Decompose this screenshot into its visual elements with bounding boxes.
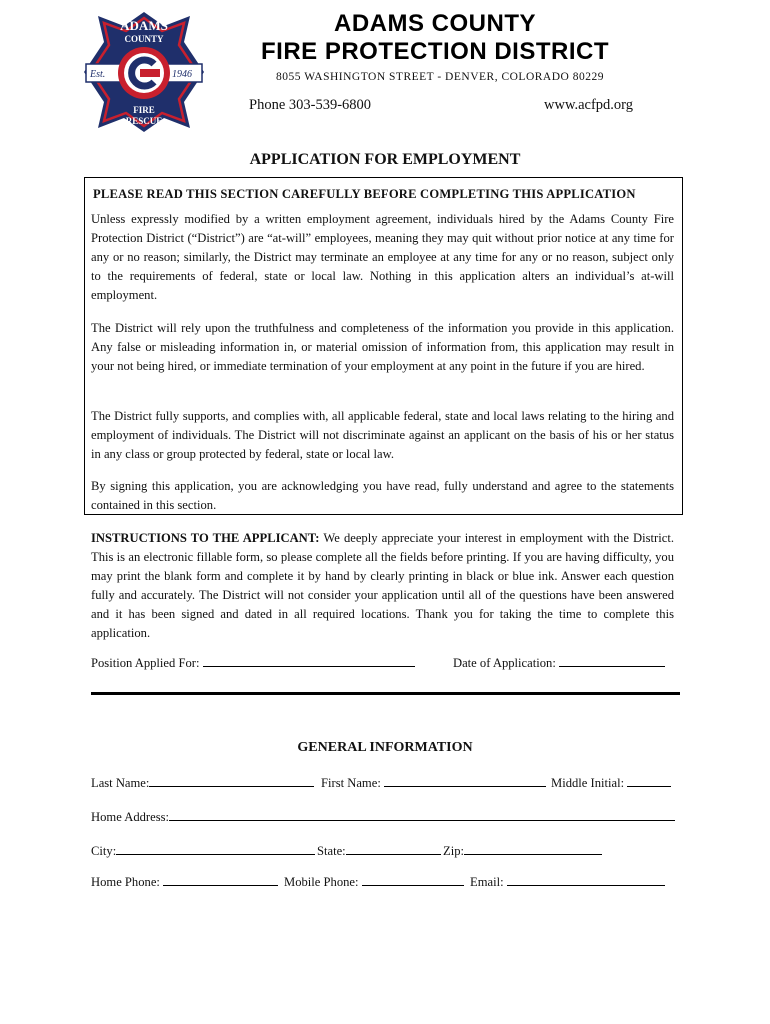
last-name-label: Last Name: [91, 776, 150, 790]
city-input[interactable] [116, 842, 315, 855]
section-divider [91, 692, 680, 695]
date-label: Date of Application: [453, 656, 556, 670]
logo-bottom-text2: RESCUE [125, 116, 163, 126]
logo-year-text: 1946 [172, 69, 192, 80]
notice-paragraph-acknowledgement: By signing this application, you are acknowledging you have read, fully understand and agree to the statements contained in this section. [91, 479, 674, 512]
email-field [470, 873, 665, 890]
notice-paragraph-at-will: Unless expressly modified by a written employment agreement, individuals hired by the Adams County Fire Protection District (“District”) are “at-will” employees, meaning they may quit without prior notice at any time for any or no reason; similarly, the District may terminate an employee at any time for any or no reason, subject only to the requirements of federal, state or local law. Nothing in this application alters an individual’s at-will employment. [91, 212, 674, 302]
zip-label: Zip: [443, 844, 464, 858]
notice-heading: PLEASE READ THIS SECTION CAREFULLY BEFORE COMPLETING THIS APPLICATION [93, 187, 636, 201]
instructions-paragraph [91, 529, 674, 643]
state-input[interactable] [346, 842, 441, 855]
date-input[interactable] [559, 654, 665, 667]
home-phone-label: Home Phone: [91, 875, 160, 889]
district-title-line2: FIRE PROTECTION DISTRICT [261, 38, 609, 65]
state-label: State: [317, 844, 346, 858]
notice-paragraph-nondiscrimination: The District fully supports, and complies with, all applicable federal, state and local laws relating to the hiring and employment of individuals. The District will not discriminate against an applicant on the basis of his or her status in any class or group protected by federal, state or local law. [91, 409, 674, 461]
first-name-field [321, 774, 546, 791]
mobile-phone-field [284, 873, 464, 890]
logo-est-text: Est. [90, 69, 106, 80]
logo-bottom-text: FIRE [133, 105, 155, 115]
adams-county-fire-logo [80, 8, 208, 136]
city-field [91, 842, 315, 859]
logo-top-text2: COUNTY [124, 34, 164, 44]
city-label: City: [91, 844, 117, 858]
home-phone-input[interactable] [163, 873, 278, 886]
zip-input[interactable] [464, 842, 602, 855]
instructions-label: INSTRUCTIONS TO THE APPLICANT: [91, 531, 320, 545]
position-input[interactable] [203, 654, 415, 667]
home-phone-field [91, 873, 278, 890]
last-name-input[interactable] [149, 774, 314, 787]
district-website[interactable]: www.acfpd.org [544, 97, 633, 113]
mobile-phone-label: Mobile Phone: [284, 875, 359, 889]
instructions-text: We deeply appreciate your interest in employment with the District. This is an electronic fillable form, so please complete all the fields before printing. If you are having difficulty, you may print the blank form and complete it by hand by clearly printing in black or blue ink. Answer each question fully and accurately. The District will not consider your application until all of the questions have been answered and it has been signed and dated in all required locations. Thank you for taking the time to complete this application. [91, 531, 674, 640]
last-name-field [91, 774, 314, 791]
home-address-input[interactable] [169, 808, 675, 821]
first-name-label: First Name: [321, 776, 381, 790]
position-field [91, 654, 415, 671]
mobile-phone-input[interactable] [362, 873, 464, 886]
email-label: Email: [470, 875, 504, 889]
district-title-line1: ADAMS COUNTY [334, 10, 536, 37]
home-address-field [91, 808, 675, 825]
notice-paragraph-truthfulness: The District will rely upon the truthfulness and completeness of the information you provide in this application. Any false or misleading information in, or material omission of information from, this application may result in your not being hired, or immediate termination of your employment at any point in the future if you are hired. [91, 321, 674, 373]
date-field [453, 654, 665, 671]
district-phone: Phone 303-539-6800 [249, 97, 372, 113]
email-input[interactable] [507, 873, 665, 886]
first-name-input[interactable] [384, 774, 546, 787]
zip-field [443, 842, 602, 859]
position-label: Position Applied For: [91, 656, 200, 670]
middle-initial-input[interactable] [627, 774, 671, 787]
logo-top-text: ADAMS [120, 18, 168, 33]
home-address-label: Home Address: [91, 810, 170, 824]
district-address: 8055 WASHINGTON STREET - DENVER, COLORADO 80229 [276, 71, 604, 83]
general-information-heading: GENERAL INFORMATION [297, 740, 473, 755]
form-title: APPLICATION FOR EMPLOYMENT [249, 151, 521, 168]
middle-initial-label: Middle Initial: [551, 776, 625, 790]
state-field [317, 842, 441, 859]
middle-initial-field [551, 774, 671, 791]
